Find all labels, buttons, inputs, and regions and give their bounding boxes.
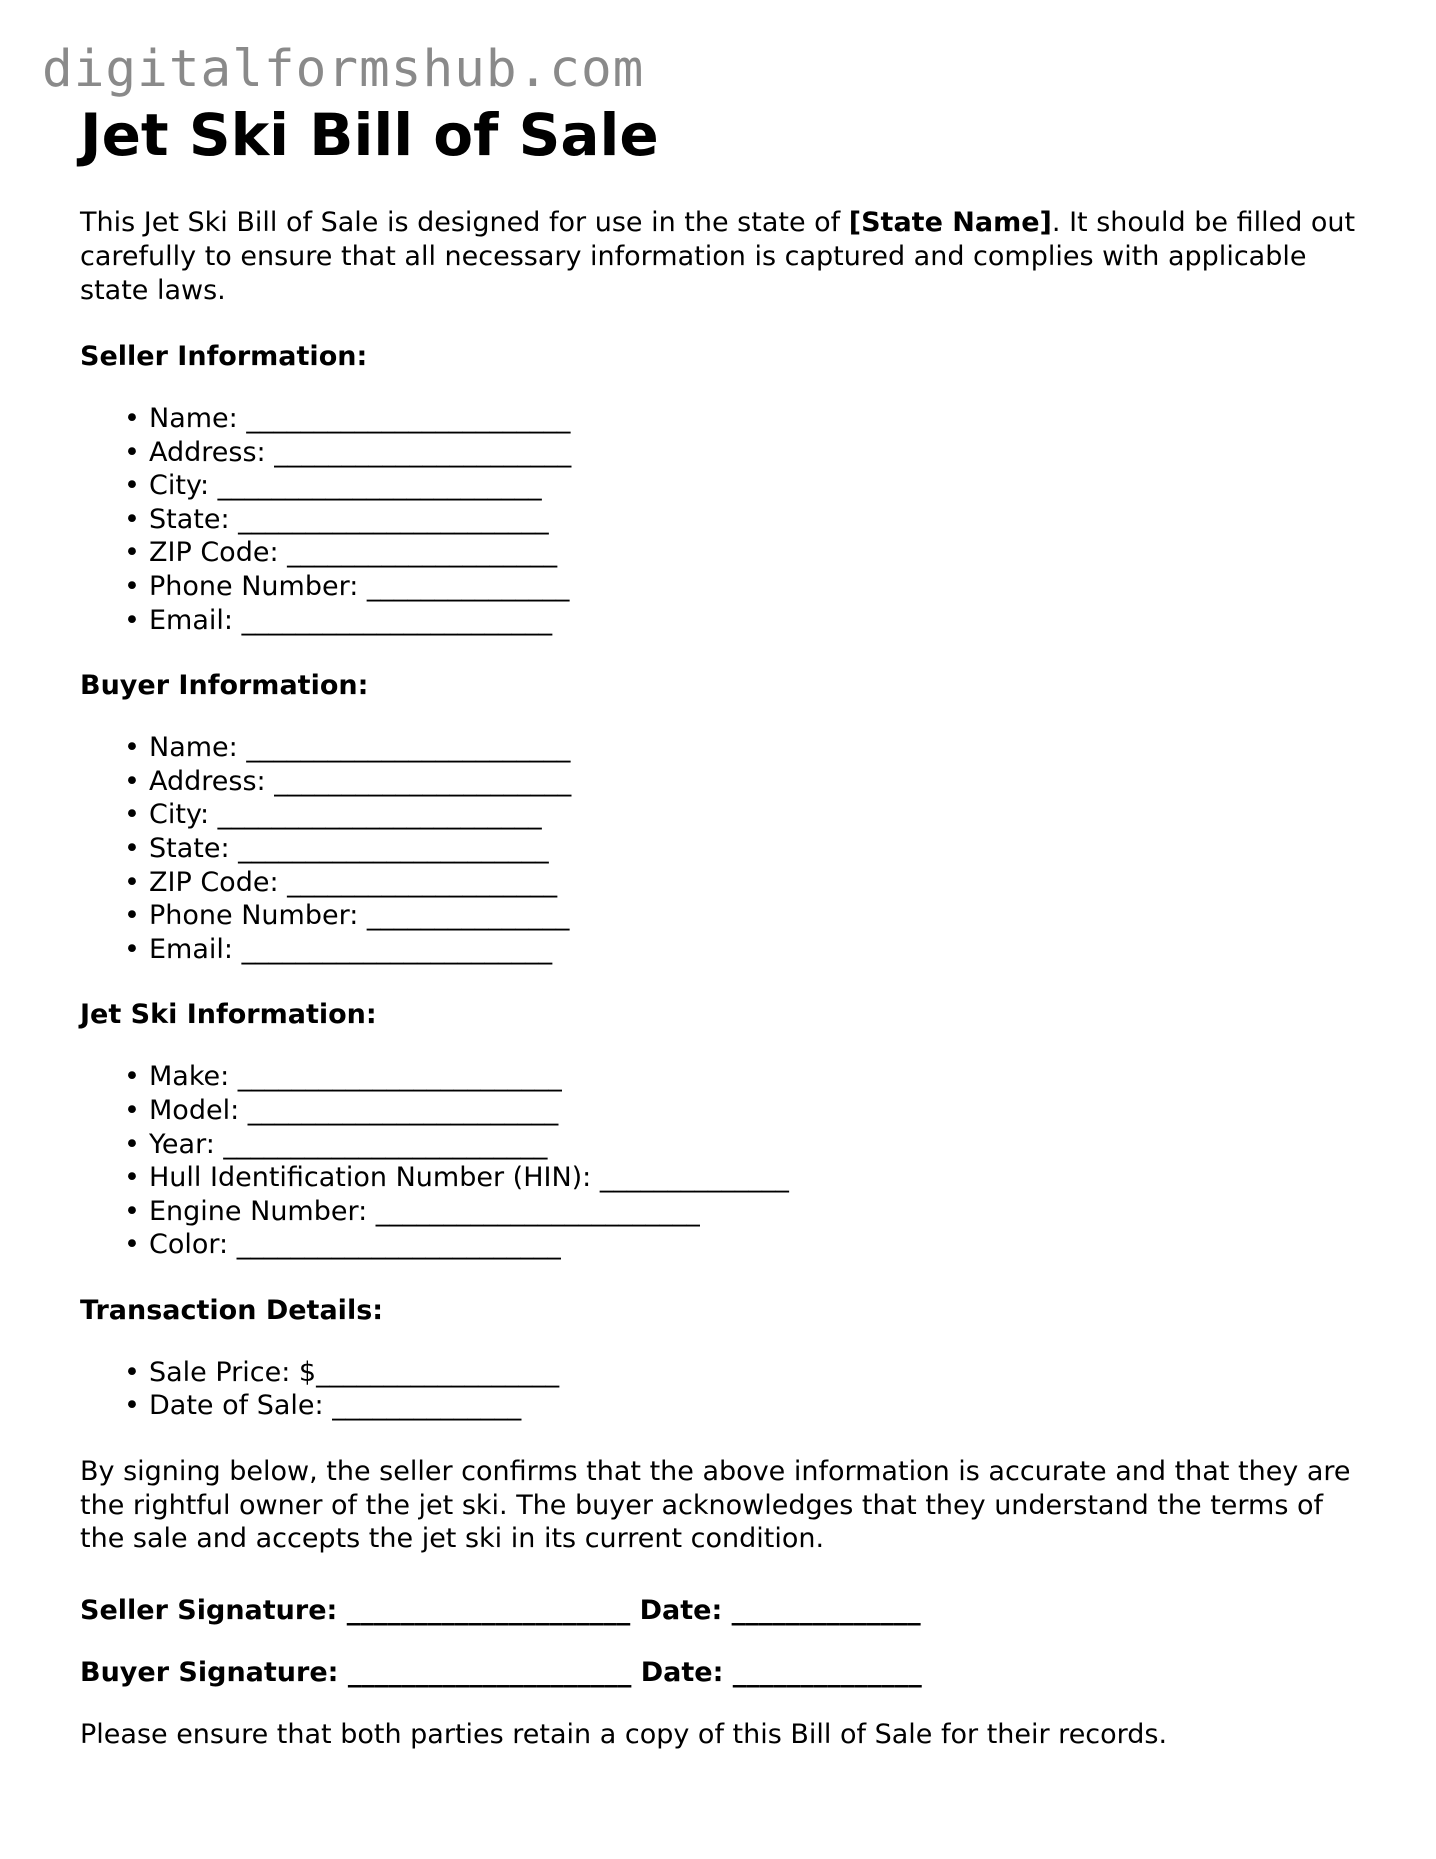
bullet-icon: • <box>124 866 140 898</box>
document-page <box>80 101 1360 1752</box>
bullet-icon: • <box>124 732 140 764</box>
bullet-icon: • <box>124 1061 140 1093</box>
bullet-icon: • <box>124 1229 140 1261</box>
seller-zip-field[interactable]: • ZIP Code: ____________________ <box>124 537 558 569</box>
bullet-icon: • <box>124 832 140 864</box>
bullet-icon: • <box>124 900 140 932</box>
seller-city-field[interactable]: • City: ________________________ <box>124 470 542 502</box>
bullet-icon: • <box>124 1094 140 1126</box>
bullet-icon: • <box>124 1128 140 1160</box>
date-of-sale-field[interactable]: • Date of Sale: ______________ <box>124 1390 522 1422</box>
intro-paragraph <box>80 206 1360 308</box>
seller-email-field[interactable]: • Email: _______________________ <box>124 604 553 636</box>
buyer-section-heading: Buyer Information: <box>80 670 369 702</box>
jetski-section-heading: Jet Ski Information: <box>80 999 377 1031</box>
buyer-signature-line[interactable]: Buyer Signature: _____________________ Date: ______________ <box>80 1656 922 1688</box>
bullet-icon: • <box>124 503 140 535</box>
intro-text-before: This Jet Ski Bill of Sale is designed for use in the state of <box>80 207 849 238</box>
jetski-engine-number-field[interactable]: • Engine Number: ________________________ <box>124 1195 700 1227</box>
bullet-icon: • <box>124 470 140 502</box>
state-name-placeholder: [State Name] <box>848 207 1052 238</box>
bullet-icon: • <box>124 570 140 602</box>
bullet-icon: • <box>124 604 140 636</box>
jetski-make-field[interactable]: • Make: ________________________ <box>124 1061 562 1093</box>
bullet-icon: • <box>124 1356 140 1388</box>
intro-text-after: . It should be filled out carefully to ensure that all necessary information is captured and complies with applicable state laws. <box>80 207 1356 306</box>
jetski-color-field[interactable]: • Color: ________________________ <box>124 1229 561 1261</box>
bullet-icon: • <box>124 765 140 797</box>
buyer-name-field[interactable]: • Name: ________________________ <box>124 732 571 764</box>
bullet-icon: • <box>124 1162 140 1194</box>
sale-price-field[interactable]: • Sale Price: $__________________ <box>124 1356 560 1388</box>
buyer-city-field[interactable]: • City: ________________________ <box>124 799 542 831</box>
buyer-field-list <box>80 731 1360 966</box>
seller-field-list <box>80 402 1360 637</box>
transaction-section-heading: Transaction Details: <box>80 1294 384 1326</box>
page-title: Jet Ski Bill of Sale <box>80 101 659 169</box>
buyer-address-field[interactable]: • Address: ______________________ <box>124 765 572 797</box>
bullet-icon: • <box>124 537 140 569</box>
bullet-icon: • <box>124 933 140 965</box>
seller-phone-field[interactable]: • Phone Number: _______________ <box>124 570 570 602</box>
transaction-field-list <box>80 1356 1360 1423</box>
jetski-field-list <box>80 1060 1360 1262</box>
bullet-icon: • <box>124 799 140 831</box>
seller-state-field[interactable]: • State: _______________________ <box>124 503 549 535</box>
footer-note: Please ensure that both parties retain a copy of this Bill of Sale for their records. <box>80 1718 1168 1750</box>
buyer-phone-field[interactable]: • Phone Number: _______________ <box>124 900 570 932</box>
jetski-hin-field[interactable]: • Hull Identification Number (HIN): ______________ <box>124 1162 789 1194</box>
bullet-icon: • <box>124 1195 140 1227</box>
jetski-model-field[interactable]: • Model: _______________________ <box>124 1094 559 1126</box>
watermark-text: digitalformshub.com <box>42 40 645 99</box>
buyer-zip-field[interactable]: • ZIP Code: ____________________ <box>124 866 558 898</box>
bullet-icon: • <box>124 1390 140 1422</box>
seller-signature-line[interactable]: Seller Signature: _____________________ Date: ______________ <box>80 1594 921 1626</box>
seller-address-field[interactable]: • Address: ______________________ <box>124 436 572 468</box>
buyer-state-field[interactable]: • State: _______________________ <box>124 832 549 864</box>
bullet-icon: • <box>124 403 140 434</box>
jetski-year-field[interactable]: • Year: ________________________ <box>124 1128 548 1160</box>
confirmation-paragraph: By signing below, the seller confirms that the above information is accurate and that they are the rightful owner of the jet ski. The buyer acknowledges that they understand the terms of the sale and accepts the jet ski in its current condition. <box>80 1456 1351 1555</box>
buyer-email-field[interactable]: • Email: _______________________ <box>124 933 553 965</box>
seller-name-field[interactable]: • Name: ________________________ <box>124 403 571 434</box>
seller-section-heading: Seller Information: <box>80 341 368 372</box>
bullet-icon: • <box>124 436 140 468</box>
